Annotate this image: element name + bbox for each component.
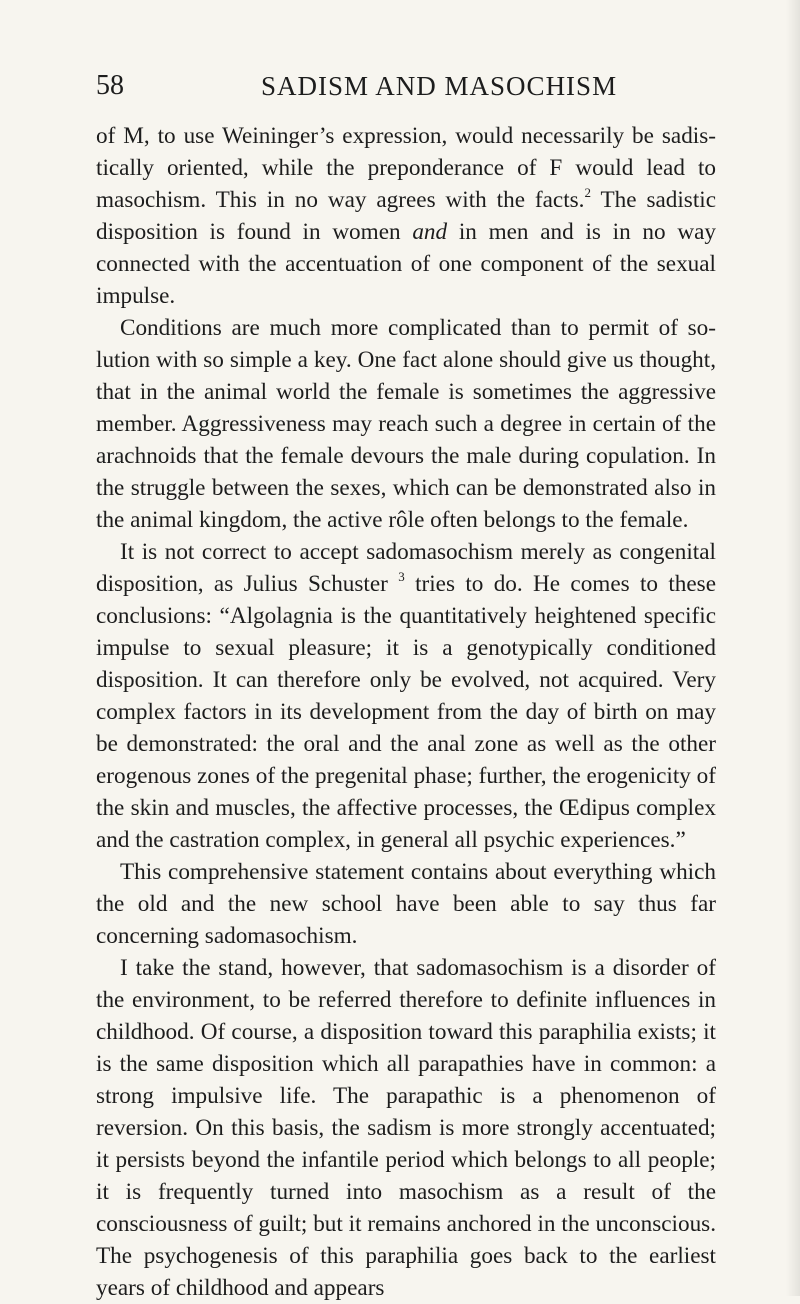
paragraph-5: I take the stand, however, that sadomasochism is a disorder of the environment, to be referred therefore to definite influences in childhood. Of course, a disposition toward this paraphilia exists; it is the same disposition which all parapathies have in common: a strong impulsive life. The parapathic is a phenomenon of reversion. On this basis, the sadism is more strongly accentuated; it persists beyond the infantile period which belongs to all people; it is frequently turned into masochism as a result of the consciousness of guilt; but it remains anchored in the unconscious. The psychogenesis of this paraphilia goes back to the earliest years of childhood and appears xyxy=(96,955,716,1301)
page-edge-shadow xyxy=(786,0,800,1296)
footnote-ref-2: 2 xyxy=(584,185,591,200)
paragraph-3 xyxy=(96,536,716,856)
paragraph-1-text-b: The sadistic disposition is found in women xyxy=(96,187,717,245)
paragraph-4: This comprehensive statement contains about everything which the old and the new school have been able to say thus far concerning sadomasochism. xyxy=(96,859,716,949)
paragraph-3-text-a: It is not correct to accept sadomasochism merely as congenital disposition, as Julius Schuster xyxy=(96,539,716,597)
page-header xyxy=(96,66,716,106)
paragraph-1-text-c: in men and is in no way connected with the accentuation of one component of the sexual impulse. xyxy=(96,219,716,309)
paragraph-2: Conditions are much more complicated than to permit of solution with so simple a key. One fact alone should give us thought, that in the animal world the female is sometimes the aggressive member. Aggressiveness may reach such a degree in certain of the arachnoids that the female devours the male during copulation. In the struggle between the sexes, which can be demonstrated also in the animal kingdom, the active rôle often belongs to the female. xyxy=(96,315,716,533)
footnote-ref-3: 3 xyxy=(398,569,405,584)
paragraph-1 xyxy=(96,120,716,312)
page-number: 58 xyxy=(96,70,124,101)
paragraph-3-text-b: tries to do. He comes to these conclusions: “Algolagnia is the quantitatively heightened specific impulse to sexual pleasure; it is a genotypically conditioned disposition. It can therefore only be evolved, not acquired. Very complex factors in its development from the day of birth on may be demonstrated: the oral and the anal zone as well as the other erogenous zones of the pregenital phase; further, the erogenicity of the skin and muscles, the affective processes, the Œdipus complex and the castration complex, in general all psychic experiences.” xyxy=(96,571,716,853)
body-text xyxy=(96,120,716,1304)
italic-and: and xyxy=(412,219,448,245)
paragraph-1-text-a: of M, to use Weininger’s expression, would necessarily be sadistically oriented, while the preponderance of F would lead to masochism. This in no way agrees with the facts. xyxy=(96,123,716,213)
running-head: SADISM AND MASOCHISM xyxy=(261,71,618,101)
